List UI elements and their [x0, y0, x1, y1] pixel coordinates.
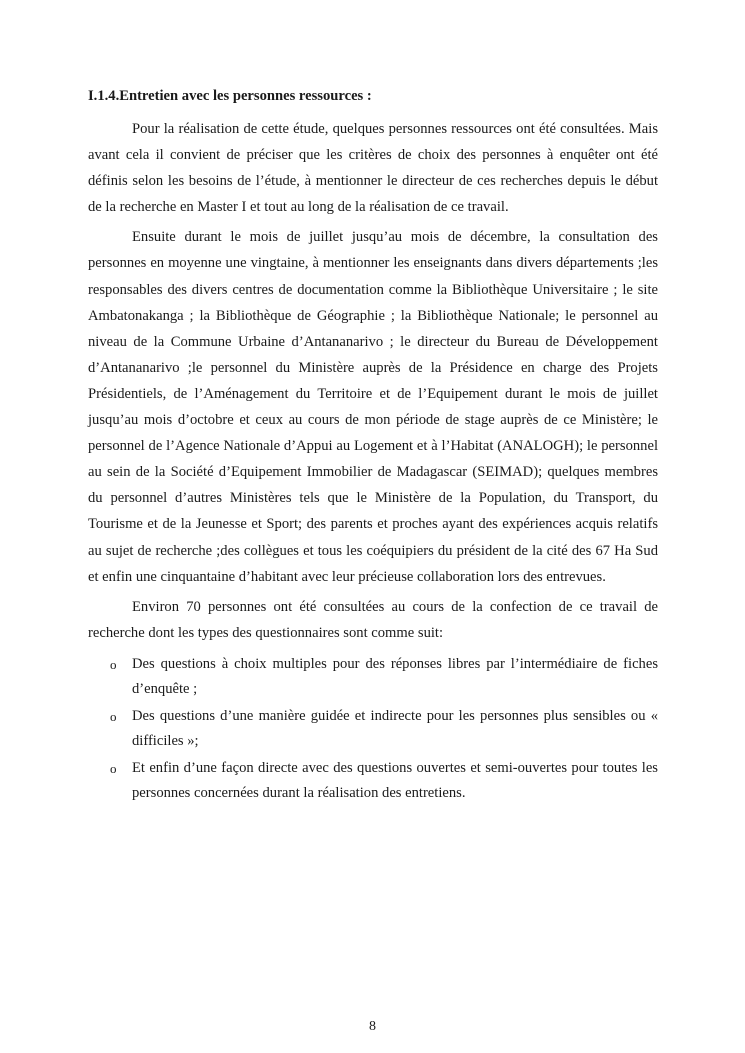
list-item [88, 704, 658, 755]
page-number: 8 [369, 1019, 376, 1034]
list-item-text: Et enfin d’une façon directe avec des questions ouvertes et semi-ouvertes pour toutes les personnes concernées durant la réalisation des entretiens. [132, 759, 658, 802]
list-item [88, 756, 658, 807]
list-item [88, 652, 658, 703]
paragraph-consultations: Ensuite durant le mois de juillet jusqu’au mois de décembre, la consultation des personnes en moyenne une vingtaine, à mentionner les enseignants dans divers départements ;les responsables des divers centres de documentation comme la Bibliothèque Universitaire ; le site Ambatonakanga ; la Bibliothèque de Géographie ; la Bibliothèque Nationale; le personnel au niveau de la Commune Urbaine d’Antananarivo ; le directeur du Bureau de Développement d’Antananarivo ;le personnel du Ministère auprès de la Présidence en charge des Projets Présidentiels, de l’Aménagement du Territoire et de l’Equipement durant le mois de juillet jusqu’au mois d’octobre et ceux au cours de mon période de stage auprès de ce Ministère; le personnel de l’Agence Nationale d’Appui au Logement et à l’Habitat (ANALOGH); le personnel au sein de la Société d’Equipement Immobilier de Madagascar (SEIMAD); quelques membres du personnel d’autres Ministères tels que le Ministère de la Population, du Transport, du Tourisme et de la Jeunesse et Sport; des parents et proches ayant des expériences acquis relatifs au sujet de recherche ;des collègues et tous les coéquipiers du président de la cité des 67 Ha Sud et enfin une cinquantaine d’habitant avec leur précieuse collaboration lors des entrevues. [88, 229, 658, 585]
page-content [88, 86, 658, 808]
section-heading: I.1.4.Entretien avec les personnes ressources : [88, 88, 372, 104]
bullet-icon: o [110, 760, 117, 776]
bullet-icon: o [110, 708, 117, 724]
paragraph-intro: Pour la réalisation de cette étude, quelques personnes ressources ont été consultées. Mais avant cela il convient de préciser que les critères de choix des personnes à enquêter ont été définis selon les besoins de l’étude, à mentionner le directeur de ces recherches depuis le début de la recherche en Master I et tout au long de la réalisation de ce travail. [88, 121, 658, 216]
questionnaire-list [88, 652, 658, 807]
bullet-icon: o [110, 656, 117, 672]
list-item-text: Des questions à choix multiples pour des réponses libres par l’intermédiaire de fiches d’enquête ; [132, 655, 658, 698]
paragraph-questionnaire-types: Environ 70 personnes ont été consultées au cours de la confection de ce travail de recherche dont les types des questionnaires sont comme suit: [88, 598, 658, 641]
list-item-text: Des questions d’une manière guidée et indirecte pour les personnes plus sensibles ou « difficiles »; [132, 707, 658, 750]
